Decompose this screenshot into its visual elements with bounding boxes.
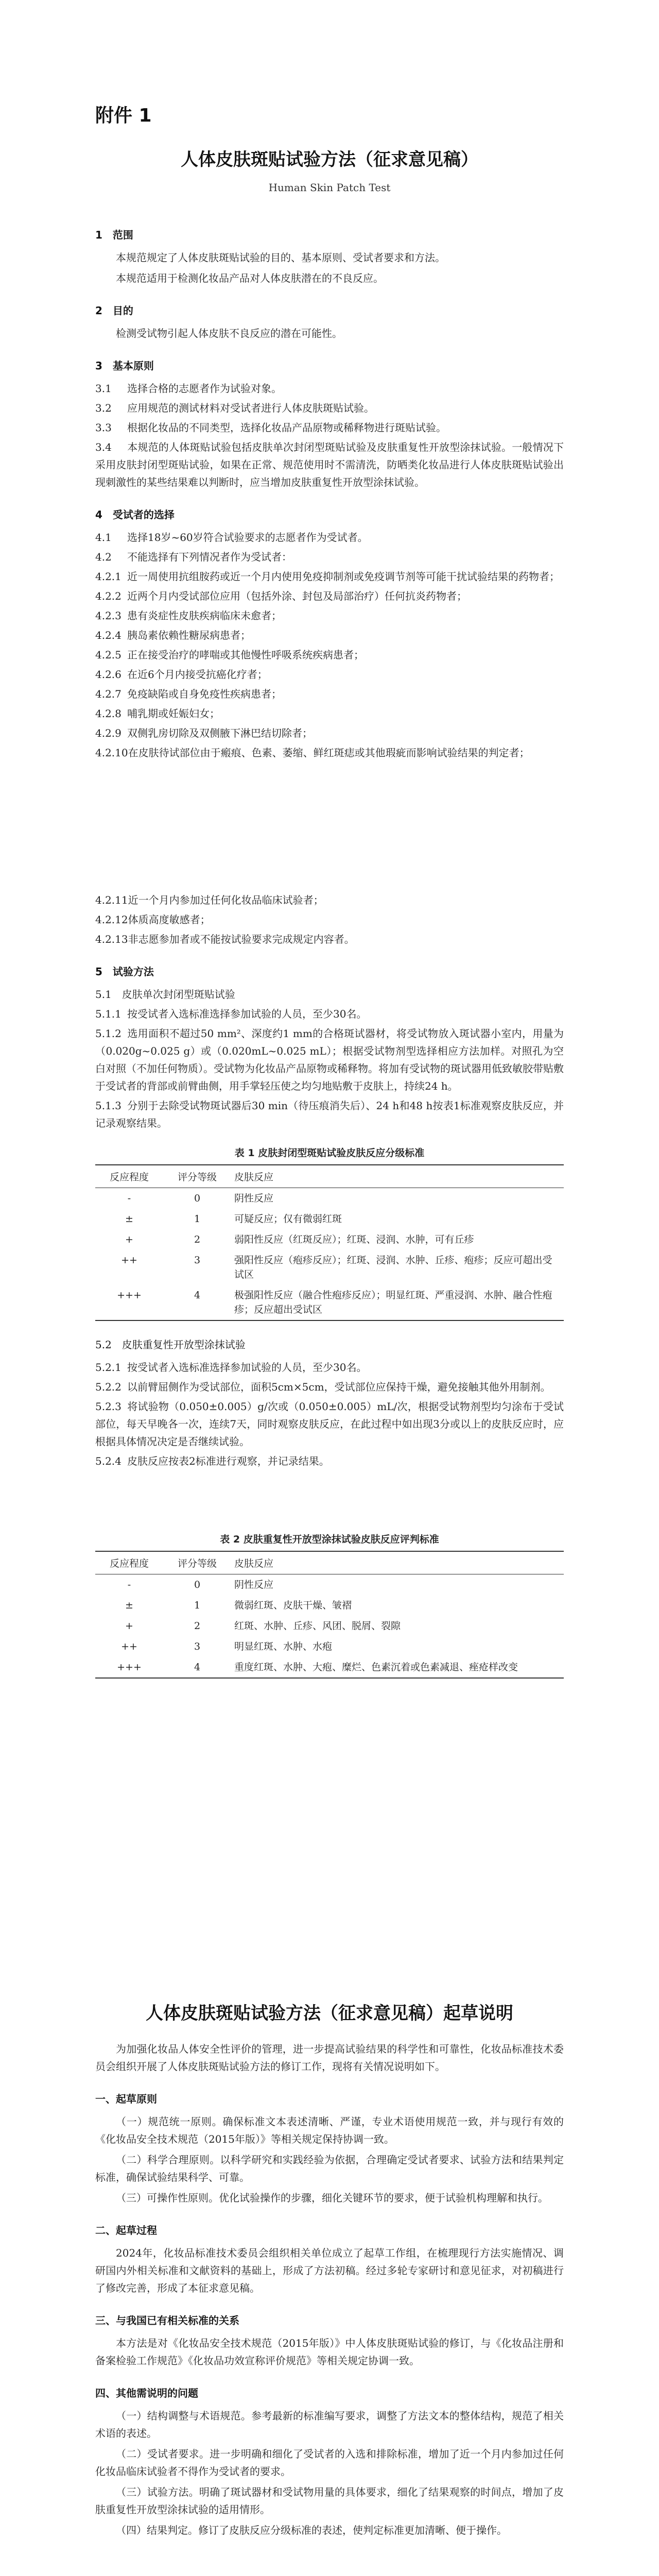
table-cell: 0 [194,1579,201,1590]
paragraph: （二）受试者要求。进一步明确和细化了受试者的入选和排除标准，增加了近一个月内参加过任何化妆品临床试验者不得作为受试者的要求。 [95,2448,564,2478]
table-row [95,1250,564,1285]
table-cell: 4 [163,1285,231,1320]
table-cell: 4 [163,1657,231,1678]
table-cell: 极强阳性反应（融合性疱疹反应）；明显红斑、严重浸润、水肿、融合性疱疹；反应超出受试区 [231,1285,564,1320]
section-heading: 一、起草原则 [95,2093,157,2105]
table-1-title: 表 1 皮肤封闭型斑贴试验皮肤反应分级标准 [234,1147,425,1159]
table-header: 反应程度 [95,1551,163,1574]
table-cell: +++ [95,1657,163,1678]
list-item: 4.2.10在皮肤待试部位由于瘢痕、色素、萎缩、鲜红斑痣或其他瑕疵而影响试验结果的判定者； [95,747,530,759]
table-cell: 1 [194,1213,201,1225]
list-item: 4.1 选择18岁~60岁符合试验要求的志愿者作为受试者。 [95,531,368,544]
table-header: 反应程度 [95,1165,163,1188]
list-item: 5.2.2 以前臂屈侧作为受试部位，面积5cm×5cm，受试部位应保持干燥，避免接触其他外用制剂。 [95,1381,551,1393]
table-cell: 重度红斑、水肿、大疱、糜烂、色素沉着或色素减退、痤疮样改变 [231,1657,564,1678]
table-cell: 2 [194,1620,201,1632]
document-page-2 [0,1865,659,2576]
table-cell: ++ [121,1255,137,1266]
table-cell: 阴性反应 [234,1193,274,1204]
section-heading: 二、起草过程 [95,2224,157,2236]
table-header: 皮肤反应 [231,1551,564,1574]
table-cell: - [127,1193,131,1204]
list-item: 4.2.2 近两个月内受试部位应用（包括外涂、封包及局部治疗）任何抗炎药物者； [95,590,467,602]
list-item: 4.2.5 正在接受治疗的哮喘或其他慢性呼吸系统疾病患者； [95,649,364,661]
table-row [95,1657,564,1678]
subsection-heading: 5.1 皮肤单次封闭型斑贴试验 [95,988,235,1001]
table-cell: 0 [194,1193,201,1204]
list-item: 4.2.4 胰岛素依赖性糖尿病患者； [95,629,251,641]
list-item: 4.2.1 近一周使用抗组胺药或近一个月内使用免疫抑制剂或免疫调节剂等可能干扰试验结果的药物者； [95,570,560,583]
list-item: 4.2.13非志愿参加者或不能按试验要求完成规定内容者。 [95,933,355,945]
table-cell: +++ [95,1285,163,1320]
table-1 [95,1164,564,1321]
paragraph: （一）规范统一原则。确保标准文本表述清晰、严谨，专业术语使用规范一致，并与现行有效的《化妆品安全技术规范（2015年版）》等相关规定保持协调一致。 [95,2115,564,2145]
document-body [95,211,564,764]
section-heading-principles: 3 基本原则 [95,360,154,372]
table-cell: 明显红斑、水肿、水疱 [234,1641,333,1652]
list-item: 4.2.11近一个月内参加过任何化妆品临床试验者； [95,894,324,906]
table-cell: 微弱红斑、皮肤干燥、皱褶 [234,1600,352,1611]
table-row [95,1285,564,1320]
list-item: 3.4 本规范的人体斑贴试验包括皮肤单次封闭型斑贴试验及皮肤重复性开放型涂抹试验。一般情况下采用皮肤封闭型斑贴试验，如果在正常、规范使用时不需清洗，防晒类化妆品进行人体皮肤斑贴试验出现刺激性的某些结果难以判断时，应当增加皮肤重复性开放型涂抹试验。 [95,441,564,488]
table-row [95,1209,564,1229]
list-item: 4.2 不能选择有下列情况者作为受试者： [95,551,292,563]
paragraph: 为加强化妆品人体安全性评价的管理，进一步提高试验结果的科学性和可靠性，化妆品标准技术委员会组织开展了人体皮肤斑贴试验方法的修订工作，现将有关情况说明如下。 [95,2043,564,2073]
table-row [95,1188,564,1209]
section-heading: 四、其他需说明的问题 [95,2387,198,2399]
list-item: 5.2.1 按受试者入选标准选择参加试验的人员，至少30名。 [95,1361,367,1374]
table-row [95,1595,564,1616]
table-cell: 3 [194,1641,201,1652]
section-heading-subjects: 4 受试者的选择 [95,509,175,521]
table-row [95,1616,564,1636]
table-cell: 3 [194,1255,201,1266]
section-heading-scope: 1 范围 [95,229,133,241]
list-item: 3.2 应用规范的测试材料对受试者进行人体皮肤斑贴试验。 [95,402,374,414]
paragraph: （三）可操作性原则。优化试验操作的步骤，细化关键环节的要求，便于试验机构理解和执行。 [116,2192,548,2204]
list-item: 3.3 根据化妆品的不同类型，选择化妆品产品原物或稀释物进行斑贴试验。 [95,421,446,434]
table-2 [95,1551,564,1679]
table-row [95,1229,564,1250]
explanation-title: 人体皮肤斑贴试验方法（征求意见稿）起草说明 [146,2003,513,2024]
table-cell: ± [125,1600,133,1611]
table-header: 评分等级 [163,1551,231,1574]
table-cell: 弱阳性反应（红斑反应）；红斑、浸润、水肿，可有丘疹 [234,1234,474,1245]
document-subtitle: Human Skin Patch Test [268,181,391,194]
section-heading-purpose: 2 目的 [95,304,133,317]
table-cell: + [125,1234,133,1245]
list-item: 4.2.7 免疫缺陷或自身免疫性疾病患者； [95,688,282,700]
explanation-body [95,2040,564,2542]
paragraph: 检测受试物引起人体皮肤不良反应的潜在可能性。 [116,327,342,340]
list-item: 4.2.6 在近6个月内接受抗癌化疗者； [95,668,268,681]
table-cell: 1 [194,1600,201,1611]
list-item: 4.2.9 双侧乳房切除及双侧腋下淋巴结切除者； [95,727,313,739]
table-header: 皮肤反应 [231,1165,564,1188]
table-row [95,1574,564,1596]
table-cell: ++ [121,1641,137,1652]
attachment-label: 附件 1 [95,105,152,126]
table-row [95,1636,564,1657]
table-cell: 阴性反应 [234,1579,274,1590]
paragraph: 本规范规定了人体皮肤斑贴试验的目的、基本原则、受试者要求和方法。 [116,251,445,264]
list-item: 5.1.1 按受试者入选标准选择参加试验的人员，至少30名。 [95,1008,367,1020]
table-cell: - [127,1579,131,1590]
section-heading-methods: 5 试验方法 [95,965,154,978]
list-item: 5.1.3 分别于去除受试物斑试器后30 min（待压痕消失后）、24 h和48 h按表1标准观察皮肤反应，并记录观察结果。 [95,1099,564,1129]
table-2-title: 表 2 皮肤重复性开放型涂抹试验皮肤反应评判标准 [220,1534,439,1545]
list-item: 5.1.2 选用面积不超过50 mm²、深度约1 mm的合格斑试器材，将受试物放入斑试器小室内，用量为（0.020g~0.025 g）或（0.020mL~0.025 mL）；根据受试物剂型选择相应方法加样。对照孔为空白对照（不加任何物质）。受试物为化妆品产品原物或稀释物。将加有受试物的斑试器用低致敏胶带贴敷于受试者的背部或前臂曲侧，用手掌轻压使之均匀地贴敷于皮肤上，持续24 h。 [95,1027,564,1092]
table-header-row [95,1551,564,1574]
section-heading: 三、与我国已有相关标准的关系 [95,2314,239,2327]
list-item: 5.2.3 将试验物（0.050±0.005）g/次或（0.050±0.005）mL/次，根据受试物剂型均匀涂布于受试部位，每天早晚各一次，连续7天，同时观察皮肤反应，在此过程中如出现3分或以上的皮肤反应时，应根据具体情况决定是否继续试验。 [95,1400,564,1448]
table-cell: ± [125,1213,133,1225]
paragraph: 本方法是对《化妆品安全技术规范（2015年版）》中人体皮肤斑贴试验的修订，与《化妆品注册和备案检验工作规范》《化妆品功效宣称评价规范》等相关规定协调一致。 [95,2337,564,2367]
paragraph: （三）试验方法。明确了斑试器材和受试物用量的具体要求，细化了结果观察的时间点，增加了皮肤重复性开放型涂抹试验的适用情形。 [95,2486,564,2516]
table-cell: 2 [194,1234,201,1245]
document-body-continued [95,891,564,1679]
paragraph: （一）结构调整与术语规范。参考最新的标准编写要求，调整了方法文本的整体结构，规范了相关术语的表述。 [95,2410,564,2439]
table-cell: 红斑、水肿、丘疹、风团、脱屑、裂隙 [234,1620,401,1632]
document-title: 人体皮肤斑贴试验方法（征求意见稿） [181,149,478,170]
paragraph: 本规范适用于检测化妆品产品对人体皮肤潜在的不良反应。 [116,272,384,284]
subsection-heading: 5.2 皮肤重复性开放型涂抹试验 [95,1338,246,1351]
list-item: 4.2.12体质高度敏感者； [95,913,211,926]
table-cell: 可疑反应；仅有微弱红斑 [234,1213,342,1225]
table-header: 评分等级 [163,1165,231,1188]
paragraph: （四）结果判定。修订了皮肤反应分级标准的表述，使判定标准更加清晰、便于操作。 [116,2524,507,2536]
table-header-row [95,1165,564,1188]
list-item: 4.2.3 患有炎症性皮肤疾病临床未愈者； [95,609,282,622]
list-item: 4.2.8 哺乳期或妊娠妇女； [95,707,220,720]
table-cell: 强阳性反应（疱疹反应）；红斑、浸润、水肿、丘疹、疱疹；反应可超出受试区 [234,1255,552,1280]
table-cell: + [125,1620,133,1632]
list-item: 3.1 选择合格的志愿者作为试验对象。 [95,382,282,395]
paragraph: （二）科学合理原则。以科学研究和实践经验为依据，合理确定受试者要求、试验方法和结果判定标准，确保试验结果科学、可靠。 [95,2154,564,2183]
paragraph: 2024年，化妆品标准技术委员会组织相关单位成立了起草工作组，在梳理现行方法实施情况、调研国内外相关标准和文献资料的基础上，形成了方法初稿。经过多轮专家研讨和意见征求，对初稿进行了修改完善，形成了本征求意见稿。 [95,2247,564,2294]
list-item: 5.2.4 皮肤反应按表2标准进行观察，并记录结果。 [95,1455,330,1467]
